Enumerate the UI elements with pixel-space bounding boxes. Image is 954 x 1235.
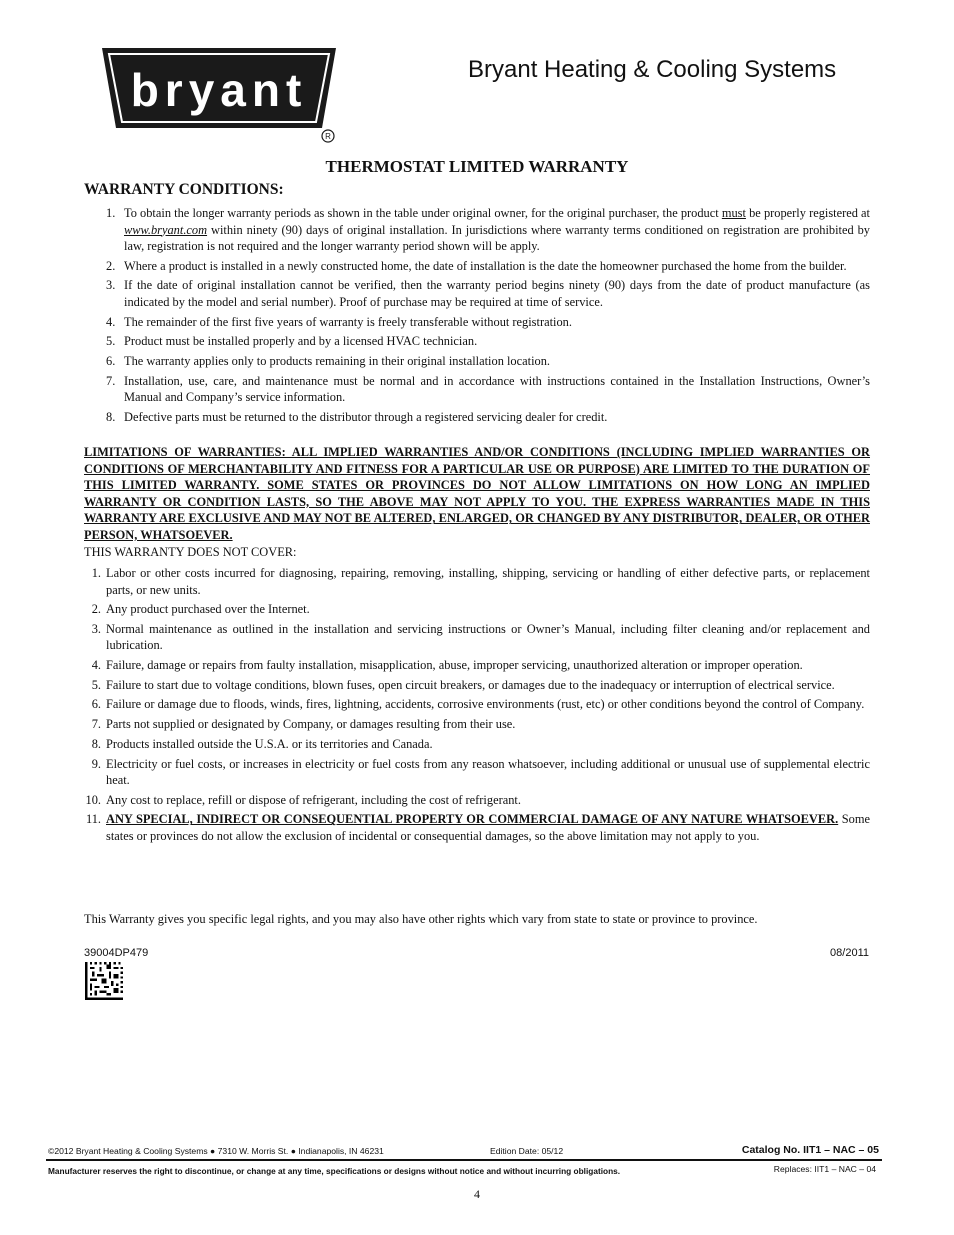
list-item: 8. Defective parts must be returned to the distributor through a registered servicing dealer for credit. — [106, 409, 608, 424]
list-item: 6. The warranty applies only to products remaining in their original installation location. — [106, 353, 550, 368]
item-number: 3. — [91, 621, 101, 636]
item-number: 5. — [106, 334, 116, 349]
svg-text:R: R — [325, 132, 331, 141]
consequential-damage-clause: ANY SPECIAL, INDIRECT OR CONSEQUENTIAL PROPERTY OR COMMERCIAL DAMAGE OF ANY NATURE WHATSOEVER. — [106, 812, 839, 827]
page-number: 4 — [474, 1187, 480, 1201]
item-number: 3. — [106, 278, 116, 293]
item-number: 2. — [91, 602, 101, 617]
document-title: THERMOSTAT LIMITED WARRANTY — [325, 157, 629, 176]
list-item: 11. ANY SPECIAL, INDIRECT OR CONSEQUENTIAL PROPERTY OR COMMERCIAL DAMAGE OF ANY NATURE WHATSOEVER. Some states or provinces do not allow the exclusion of incidental or consequential damages, so the above limitation may not apply to you. — [85, 812, 870, 843]
svg-text:bryant: bryant — [130, 64, 308, 116]
must-emphasis: must — [721, 206, 746, 220]
item-number: 4. — [106, 314, 116, 329]
item-number: 7. — [106, 373, 116, 388]
item-number: 1. — [91, 566, 101, 580]
item-number: 6. — [106, 353, 116, 368]
item-number: 4. — [91, 658, 101, 673]
bryant-website-link[interactable]: www.bryant.com — [124, 222, 208, 237]
list-item: 3. Normal maintenance as outlined in the installation and servicing instructions or Owner’s Manual, including filter cleaning and/or replacement and lubrication. — [84, 621, 870, 654]
footer-catalog-number: Catalog No. IIT1 – NAC – 05 — [741, 1144, 879, 1156]
list-item: 2. Any product purchased over the Internet. — [84, 601, 870, 618]
document-number: 39004DP479 — [84, 947, 149, 959]
list-item: 2. Where a product is installed in a newly constructed home, the date of installation is the date the homeowner purchased the home from the builder. — [106, 258, 847, 273]
list-item: 5. Product must be installed properly and by a licensed HVAC technician. — [106, 334, 478, 349]
list-item: 1. To obtain the longer warranty periods as shown in the table under original owner, for the original purchaser, the product must be properly registered at www.bryant.com within ninety (90) days of original installation. In jurisdictions where warranty terms conditioned on registration are prohibited by law, registration is not required and the longer warranty period shown will be apply. — [106, 206, 871, 253]
item-number: 5. — [91, 677, 101, 692]
2d-barcode-icon — [85, 962, 123, 1000]
warranty-conditions-list — [84, 205, 870, 429]
legal-rights-statement: This Warranty gives you specific legal rights, and you may also have other rights which vary from state to state or province to province. — [84, 912, 758, 926]
footer-divider — [46, 1159, 882, 1161]
item-number: 7. — [91, 717, 101, 732]
bryant-logo — [100, 44, 340, 146]
warranty-conditions-heading: WARRANTY CONDITIONS: — [84, 181, 284, 198]
list-item: 4. The remainder of the first five years of warranty is freely transferable without registration. — [106, 314, 572, 329]
item-number: 2. — [106, 258, 116, 273]
item-number: 9. — [91, 756, 101, 771]
list-item: 1. Labor or other costs incurred for diagnosing, repairing, removing, installing, shipping, servicing or handling of either defective parts, or replacement parts, or new units. — [84, 565, 870, 598]
list-item: 3. If the date of original installation cannot be verified, then the warranty period begins ninety (90) days from the date of product manufacture (as indicated by the model and serial number). Proof of purchase may be required at time of service. — [106, 278, 870, 309]
list-item: 9. Electricity or fuel costs, or increases in electricity or fuel costs from any reason whatsoever, including additional or unusual use of supplemental electric heat. — [84, 756, 870, 789]
item-number: 1. — [106, 206, 116, 220]
document-date: 08/2011 — [830, 947, 869, 959]
item-number: 8. — [106, 409, 116, 424]
list-item: 10. Any cost to replace, refill or dispose of refrigerant, including the cost of refrigerant. — [85, 792, 521, 807]
footer-replaces: Replaces: IIT1 – NAC – 04 — [773, 1164, 876, 1174]
list-item: 5. Failure to start due to voltage conditions, blown fuses, open circuit breakers, or damages due to the inadequacy or interruption of electrical service. — [84, 677, 870, 694]
list-item: 7. Installation, use, care, and maintenance must be normal and in accordance with instructions contained in the Installation Instructions, Owner’s Manual and Company’s service information. — [106, 373, 870, 405]
list-item: 8. Products installed outside the U.S.A. or its territories and Canada. — [84, 736, 870, 753]
limitations-of-warranties: LIMITATIONS OF WARRANTIES: ALL IMPLIED WARRANTIES AND/OR CONDITIONS (INCLUDING IMPLIED WARRANTIES OR CONDITIONS OF MERCHANTABILITY AND FITNESS FOR A PARTICULAR USE OR PURPOSE) ARE LIMITED TO THE DURATION OF THIS LIMITED WARRANTY. SOME STATES OR PROVINCES DO NOT ALLOW LIMITATIONS ON HOW LONG AN IMPLIED WARRANTY OR CONDITION LASTS, SO THE ABOVE MAY NOT APPLY TO YOU. THE EXPRESS WARRANTIES MADE IN THIS WARRANTY ARE EXCLUSIVE AND MAY NOT BE ALTERED, ENLARGED, OR CHANGED BY ANY DISTRIBUTOR, DEALER, OR OTHER PERSON, WHATSOEVER. — [84, 445, 870, 542]
list-item: 7. Parts not supplied or designated by Company, or damages resulting from their use. — [84, 716, 870, 733]
footer-edition-date: Edition Date: 05/12 — [490, 1146, 564, 1156]
not-covered-heading: THIS WARRANTY DOES NOT COVER: — [84, 545, 297, 559]
list-item: 4. Failure, damage or repairs from faulty installation, misapplication, abuse, improper servicing, unauthorized alteration or improper operation. — [84, 657, 870, 674]
item-number: 6. — [91, 697, 101, 712]
company-title: Bryant Heating & Cooling Systems — [468, 56, 837, 83]
footer-copyright-address: ©2012 Bryant Heating & Cooling Systems ● 7310 W. Morris St. ● Indianapolis, IN 46231 — [48, 1146, 384, 1156]
item-number: 10. — [85, 792, 101, 807]
footer-disclaimer: Manufacturer reserves the right to discontinue, or change at any time, specifications or designs without notice and without incurring obligations. — [48, 1166, 621, 1176]
list-item: 6. Failure or damage due to floods, winds, fires, lightning, accidents, corrosive environments (rust, etc) or other conditions beyond the control of Company. — [84, 696, 870, 713]
not-covered-list — [84, 565, 870, 848]
item-number: 8. — [91, 736, 101, 751]
item-number: 11. — [85, 812, 101, 827]
